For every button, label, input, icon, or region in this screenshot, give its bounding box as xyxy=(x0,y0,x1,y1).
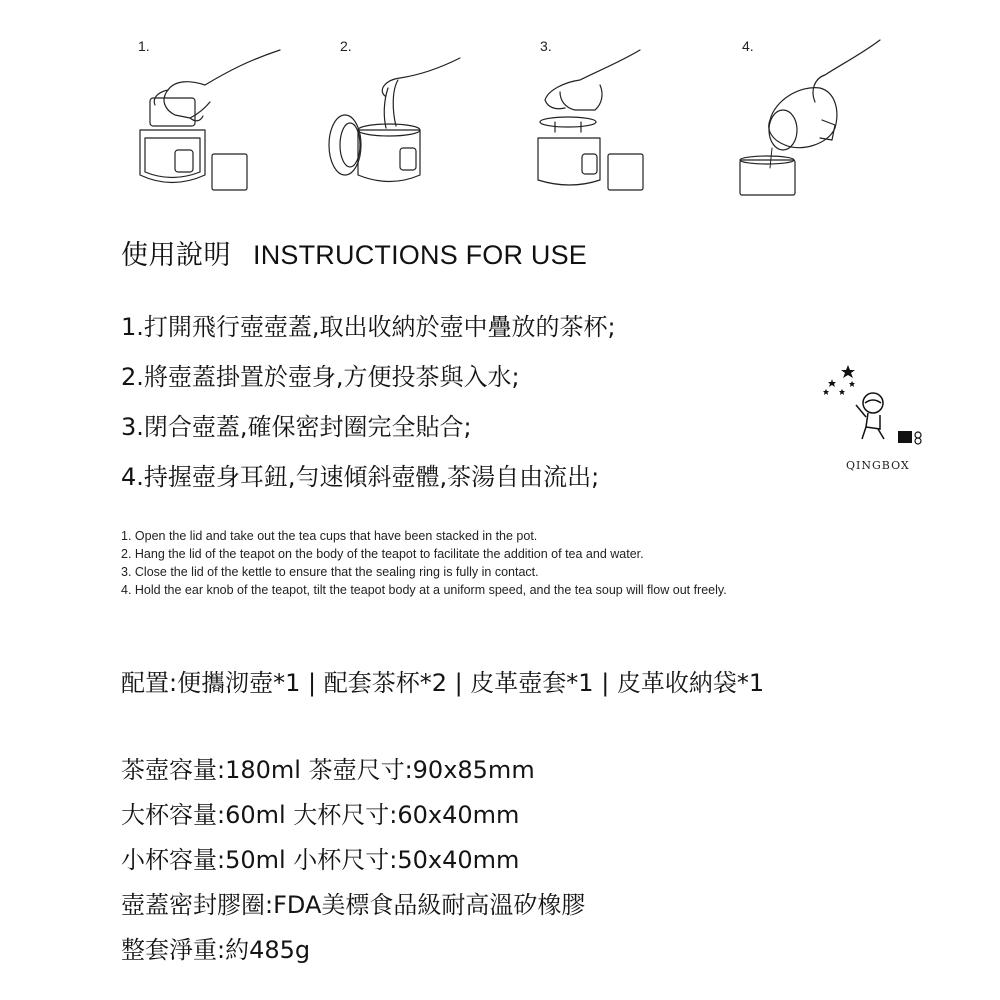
instruction-zh-item: 2.將壺蓋掛置於壺身,方便投茶與入水; xyxy=(121,363,520,391)
package-contents: 配置:便攜沏壺*1 | 配套茶杯*2 | 皮革壺套*1 | 皮革收納袋*1 xyxy=(121,669,765,697)
logo-text: QINGBOX xyxy=(846,459,910,472)
instruction-zh-item: 3.閉合壺蓋,確保密封圈完全貼合; xyxy=(121,413,472,441)
qingbox-logo-icon xyxy=(818,355,938,475)
cup-illustration xyxy=(212,154,247,190)
hand-illustration xyxy=(813,40,880,102)
spec-item: 大杯容量:60ml 大杯尺寸:60x40mm xyxy=(121,801,520,829)
lid-illustration xyxy=(329,115,361,175)
step-illustrations xyxy=(0,30,1000,210)
step-number-2: 2. xyxy=(340,38,352,54)
step-number-4: 4. xyxy=(742,38,754,54)
instruction-zh-item: 4.持握壺身耳鈕,勻速傾斜壺體,茶湯自由流出; xyxy=(121,463,600,491)
step-number-1: 1. xyxy=(138,38,150,54)
instruction-en-item: 4. Hold the ear knob of the teapot, tilt the teapot body at a uniform speed, and the tea soup will flow out freely. xyxy=(121,583,727,597)
step-3-illustration xyxy=(538,50,643,190)
hand-illustration xyxy=(164,50,280,118)
page-title xyxy=(121,233,587,272)
instruction-en-item: 2. Hang the lid of the teapot on the body of the teapot to facilitate the addition of tea and water. xyxy=(121,547,644,561)
specifications-list xyxy=(121,748,585,973)
instruction-zh-item: 1.打開飛行壺壺蓋,取出收納於壺中疊放的茶杯; xyxy=(121,313,616,341)
instructions-en-list xyxy=(121,527,727,599)
instructions-zh-list xyxy=(121,302,616,502)
step-number-3: 3. xyxy=(540,38,552,54)
page-title-en: INSTRUCTIONS FOR USE xyxy=(253,240,588,270)
lid-illustration xyxy=(540,117,596,127)
spec-item: 茶壺容量:180ml 茶壺尺寸:90x85mm xyxy=(121,756,535,784)
cup-illustration xyxy=(740,160,795,195)
instruction-en-item: 3. Close the lid of the kettle to ensure that the sealing ring is fully in contact. xyxy=(121,565,539,579)
pot-body xyxy=(538,138,600,185)
step-1-illustration xyxy=(140,50,280,190)
stacked-cups xyxy=(150,98,195,126)
hand-illustration xyxy=(545,50,640,109)
instruction-en-item: 1. Open the lid and take out the tea cups that have been stacked in the pot. xyxy=(121,529,538,543)
spec-item: 壺蓋密封膠圈:FDA美標食品級耐高溫矽橡膠 xyxy=(121,891,586,919)
cup-illustration xyxy=(608,154,643,190)
step-4-illustration xyxy=(740,40,880,195)
page-title-zh: 使用說明 xyxy=(121,240,231,271)
pot-body xyxy=(358,130,420,182)
spec-item: 小杯容量:50ml 小杯尺寸:50x40mm xyxy=(121,846,520,874)
spec-item: 整套淨重:約485g xyxy=(121,936,311,964)
step-2-illustration xyxy=(329,58,460,182)
